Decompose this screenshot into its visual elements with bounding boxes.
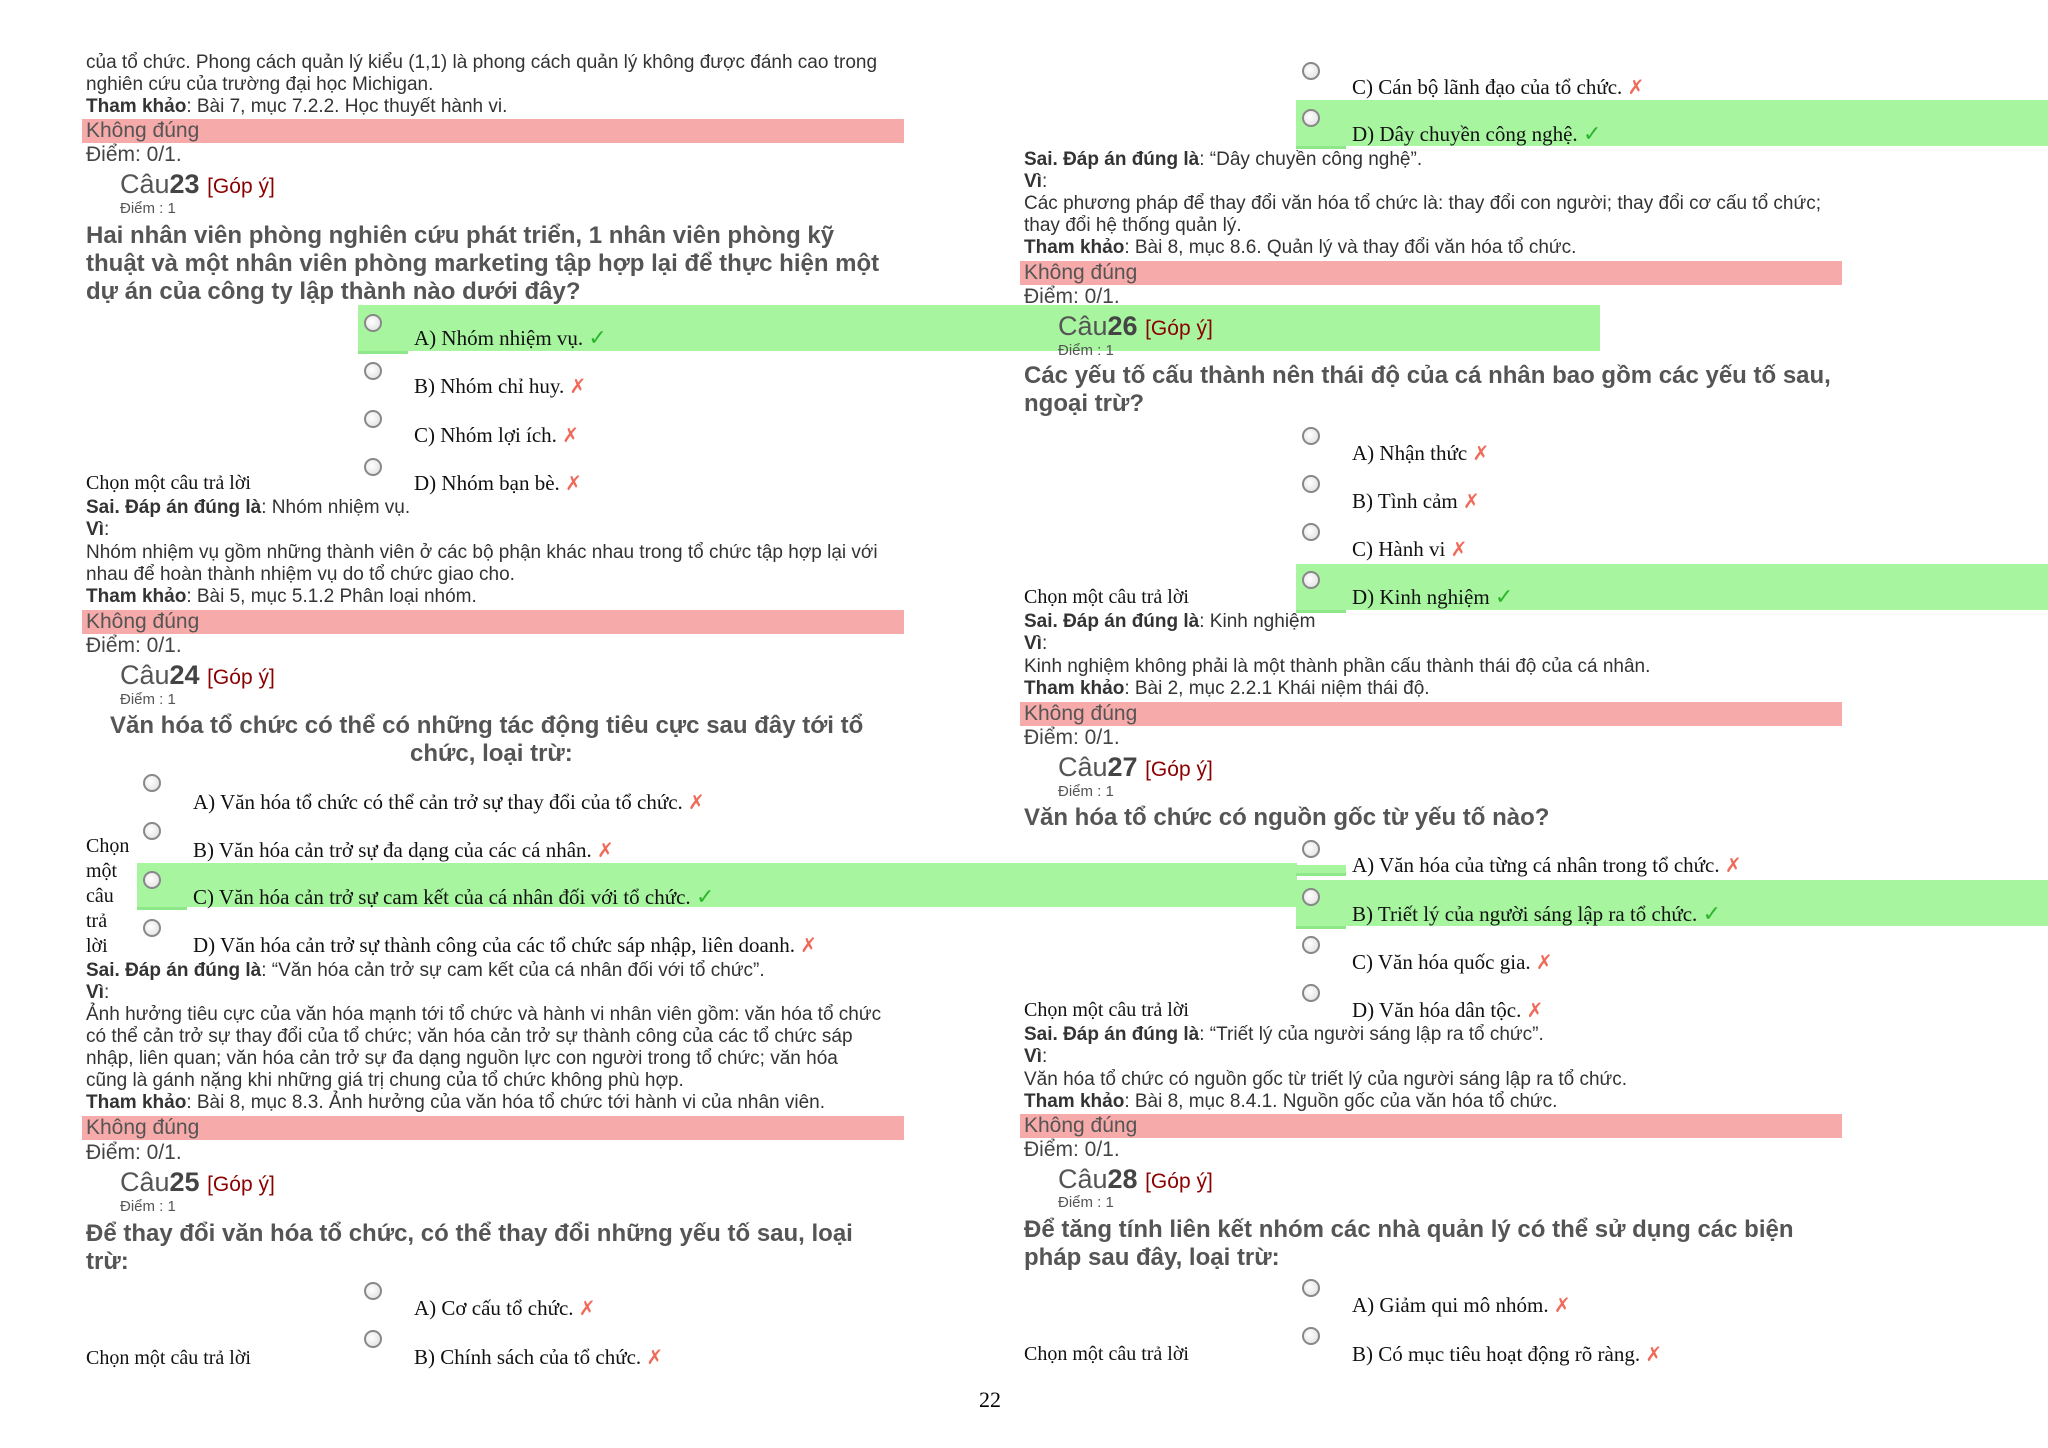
question-number: Câu26 [Góp ý] xyxy=(1058,311,1213,341)
cross-icon: ✗ xyxy=(578,1296,596,1320)
option-b[interactable]: B) Triết lý của người sáng lập ra tổ chức. ✓ xyxy=(1352,902,1721,927)
choose-answer-label: Chọn một câu trả lời xyxy=(86,1347,251,1369)
question-text-line: Để tăng tính liên kết nhóm các nhà quản lý có thể sử dụng các biện xyxy=(1024,1216,1794,1243)
cross-icon: ✗ xyxy=(597,838,614,862)
feedback-link[interactable]: [Góp ý] xyxy=(1145,758,1213,781)
cross-icon: ✗ xyxy=(569,374,587,398)
option-b[interactable]: B) Văn hóa cản trở sự đa dạng của các cá nhân. ✗ xyxy=(193,838,614,862)
status-label: Không đúng xyxy=(1024,702,1138,725)
question-text-line: pháp sau đây, loại trừ: xyxy=(1024,1244,1280,1271)
question-number: Câu27 [Góp ý] xyxy=(1058,752,1213,782)
reference-text: Tham khảo: Bài 8, mục 8.3. Ảnh hưởng của văn hóa tổ chức tới hành vi của nhân viên. xyxy=(86,1092,825,1113)
check-icon: ✓ xyxy=(588,326,607,351)
status-label: Không đúng xyxy=(86,1116,200,1139)
radio-option-c[interactable] xyxy=(1302,62,1320,80)
radio-option-c[interactable] xyxy=(1302,936,1320,954)
reason-label: Vì: xyxy=(86,982,110,1003)
status-label: Không đúng xyxy=(86,610,200,633)
option-d[interactable]: D) Văn hóa cản trở sự thành công của các tổ chức sáp nhập, liên doanh. ✗ xyxy=(193,933,818,957)
score-text: Điểm: 0/1. xyxy=(86,1141,182,1164)
radio-option-a[interactable] xyxy=(143,774,161,792)
reason-label: Vì: xyxy=(1024,633,1048,654)
radio-option-a[interactable] xyxy=(1302,427,1320,445)
option-b[interactable]: B) Chính sách của tổ chức. ✗ xyxy=(414,1345,664,1369)
option-d[interactable]: D) Dây chuyền công nghệ. ✓ xyxy=(1352,122,1602,147)
radio-option-c[interactable] xyxy=(143,871,161,889)
question-points: Điểm : 1 xyxy=(1058,783,1114,800)
option-a[interactable]: A) Giảm qui mô nhóm. ✗ xyxy=(1352,1293,1571,1317)
score-text: Điểm: 0/1. xyxy=(1024,726,1120,749)
question-text-line: chức, loại trừ: xyxy=(410,740,573,767)
score-text: Điểm: 0/1. xyxy=(86,143,182,166)
correct-answer-text: Sai. Đáp án đúng là: “Dây chuyền công nghệ”. xyxy=(1024,149,1423,170)
question-text-line: Văn hóa tổ chức có thể có những tác động tiêu cực sau đây tới tổ xyxy=(110,712,864,739)
radio-option-b[interactable] xyxy=(1302,1327,1320,1345)
cross-icon: ✗ xyxy=(565,471,582,495)
intro-reference: Tham khảo: Bài 7, mục 7.2.2. Học thuyết hành vi. xyxy=(86,96,508,117)
option-b[interactable]: B) Có mục tiêu hoạt động rõ ràng. ✗ xyxy=(1352,1342,1663,1366)
option-c[interactable]: C) Nhóm lợi ích. ✗ xyxy=(414,423,579,447)
question-text-line: dự án của công ty lập thành nào dưới đây? xyxy=(86,278,581,305)
question-points: Điểm : 1 xyxy=(120,200,176,217)
cross-icon: ✗ xyxy=(1463,489,1480,513)
option-d[interactable]: D) Kinh nghiệm ✓ xyxy=(1352,585,1514,610)
question-text-line: Để thay đổi văn hóa tổ chức, có thể thay đổi những yếu tố sau, loại xyxy=(86,1220,853,1247)
choose-word: một xyxy=(86,860,118,882)
cross-icon: ✗ xyxy=(562,423,579,447)
choose-word: lời xyxy=(86,935,108,957)
cross-icon: ✗ xyxy=(646,1345,664,1369)
radio-option-b[interactable] xyxy=(1302,888,1320,906)
status-bar-incorrect xyxy=(1020,1114,1842,1138)
radio-option-a[interactable] xyxy=(364,1282,382,1300)
question-text-line: ngoại trừ? xyxy=(1024,390,1145,417)
intro-line-2: nghiên cứu của trường đại học Michigan. xyxy=(86,74,434,95)
option-a[interactable]: A) Văn hóa tổ chức có thể cản trở sự thay đổi của tổ chức. ✗ xyxy=(193,790,705,814)
radio-option-d[interactable] xyxy=(1302,571,1320,589)
status-bar-incorrect xyxy=(82,119,904,143)
status-bar-incorrect xyxy=(1020,261,1842,285)
option-a[interactable]: A) Nhận thức ✗ xyxy=(1352,441,1490,465)
reason-line: nhau để hoàn thành nhiệm vụ do tổ chức giao cho. xyxy=(86,564,515,585)
question-text-line: thuật và một nhân viên phòng marketing tập hợp lại để thực hiện một xyxy=(86,250,880,277)
radio-option-b[interactable] xyxy=(364,362,382,380)
cross-icon: ✗ xyxy=(1450,537,1468,561)
feedback-link[interactable]: [Góp ý] xyxy=(207,1173,275,1196)
option-d[interactable]: D) Văn hóa dân tộc. ✗ xyxy=(1352,998,1544,1022)
check-icon: ✓ xyxy=(1582,122,1602,147)
choose-word: Chọn xyxy=(86,835,130,857)
question-text-line: Hai nhân viên phòng nghiên cứu phát triển, 1 nhân viên phòng kỹ xyxy=(86,222,835,249)
cross-icon: ✗ xyxy=(688,790,705,814)
option-c[interactable]: C) Văn hóa quốc gia. ✗ xyxy=(1352,950,1553,974)
reason-line: Ảnh hưởng tiêu cực của văn hóa mạnh tới tổ chức và hành vi nhân viên gồm: văn hóa tổ chức xyxy=(86,1004,882,1025)
question-points: Điểm : 1 xyxy=(1058,342,1114,359)
cross-icon: ✗ xyxy=(800,933,818,957)
cross-icon: ✗ xyxy=(1553,1293,1571,1317)
reason-line: Kinh nghiệm không phải là một thành phần cấu thành thái độ của cá nhân. xyxy=(1024,656,1651,677)
reference-text: Tham khảo: Bài 8, mục 8.6. Quản lý và thay đổi văn hóa tổ chức. xyxy=(1024,237,1577,258)
correct-answer-text: Sai. Đáp án đúng là: “Triết lý của người sáng lập ra tổ chức”. xyxy=(1024,1024,1544,1045)
reason-label: Vì: xyxy=(86,519,110,540)
status-label: Không đúng xyxy=(1024,1114,1138,1137)
radio-option-a[interactable] xyxy=(1302,1279,1320,1297)
feedback-link[interactable]: [Góp ý] xyxy=(207,666,275,689)
question-number: Câu25 [Góp ý] xyxy=(120,1167,275,1197)
status-bar-incorrect xyxy=(82,1116,904,1140)
question-points: Điểm : 1 xyxy=(120,691,176,708)
question-text-line: Văn hóa tổ chức có nguồn gốc từ yếu tố nào? xyxy=(1024,804,1550,831)
question-points: Điểm : 1 xyxy=(120,1198,176,1215)
cross-icon: ✗ xyxy=(1535,950,1553,974)
cross-icon: ✗ xyxy=(1627,75,1645,99)
radio-option-d[interactable] xyxy=(364,458,382,476)
radio-option-b[interactable] xyxy=(143,822,161,840)
reason-line: thay đổi hệ thống quản lý. xyxy=(1024,215,1242,236)
option-d[interactable]: D) Nhóm bạn bè. ✗ xyxy=(414,471,582,495)
question-points: Điểm : 1 xyxy=(1058,1194,1114,1211)
radio-option-d[interactable] xyxy=(1302,109,1320,127)
correct-answer-text: Sai. Đáp án đúng là: Nhóm nhiệm vụ. xyxy=(86,497,411,518)
intro-line-1: của tổ chức. Phong cách quản lý kiểu (1,1) là phong cách quản lý không được đánh cao trong xyxy=(86,52,878,73)
reason-label: Vì: xyxy=(1024,1046,1048,1067)
reason-line: Nhóm nhiệm vụ gồm những thành viên ở các bộ phận khác nhau trong tổ chức tập hợp lại với xyxy=(86,542,878,563)
option-b[interactable]: B) Tình cảm ✗ xyxy=(1352,489,1480,513)
choose-word: câu xyxy=(86,885,114,907)
reason-line: Các phương pháp để thay đổi văn hóa tổ chức là: thay đổi con người; thay đổi cơ cấu tổ chức; xyxy=(1024,193,1821,214)
choose-word: trả xyxy=(86,910,108,932)
status-label: Không đúng xyxy=(1024,261,1138,284)
correct-answer-highlight-edge xyxy=(1296,100,1346,149)
radio-option-a[interactable] xyxy=(1302,840,1320,858)
radio-option-d[interactable] xyxy=(143,919,161,937)
cross-icon: ✗ xyxy=(1724,853,1742,877)
option-b[interactable]: B) Nhóm chỉ huy. ✗ xyxy=(414,374,587,398)
correct-answer-highlight-edge xyxy=(1296,880,1346,929)
option-a[interactable]: A) Cơ cấu tổ chức. ✗ xyxy=(414,1296,596,1320)
status-bar-incorrect xyxy=(82,610,904,634)
feedback-link[interactable]: [Góp ý] xyxy=(1145,317,1213,340)
reference-text: Tham khảo: Bài 8, mục 8.4.1. Nguồn gốc của văn hóa tổ chức. xyxy=(1024,1091,1558,1112)
radio-option-b[interactable] xyxy=(1302,475,1320,493)
score-text: Điểm: 0/1. xyxy=(1024,285,1120,308)
status-label: Không đúng xyxy=(86,119,200,142)
check-icon: ✓ xyxy=(1494,585,1514,610)
option-a-underline xyxy=(1296,865,1346,876)
correct-answer-text: Sai. Đáp án đúng là: Kinh nghiệm xyxy=(1024,611,1316,632)
check-icon: ✓ xyxy=(695,885,715,910)
radio-option-d[interactable] xyxy=(1302,984,1320,1002)
reference-text: Tham khảo: Bài 2, mục 2.2.1 Khái niệm thái độ. xyxy=(1024,678,1430,699)
reference-text: Tham khảo: Bài 5, mục 5.1.2 Phân loại nhóm. xyxy=(86,586,477,607)
option-a[interactable]: A) Nhóm nhiệm vụ. ✓ xyxy=(414,326,607,351)
cross-icon: ✗ xyxy=(1472,441,1490,465)
status-bar-incorrect xyxy=(1020,702,1842,726)
option-c[interactable]: C) Văn hóa cản trở sự cam kết của cá nhân đối với tổ chức. ✓ xyxy=(193,885,715,910)
check-icon: ✓ xyxy=(1702,902,1721,927)
question-number: Câu23 [Góp ý] xyxy=(120,169,275,199)
question-text-line: trừ: xyxy=(86,1248,129,1275)
option-c[interactable]: C) Hành vi ✗ xyxy=(1352,537,1468,561)
cross-icon: ✗ xyxy=(1645,1342,1663,1366)
reason-label: Vì: xyxy=(1024,171,1048,192)
score-text: Điểm: 0/1. xyxy=(86,634,182,657)
correct-answer-highlight-edge xyxy=(137,863,187,910)
page-number: 22 xyxy=(979,1387,1001,1412)
radio-option-c[interactable] xyxy=(364,410,382,428)
choose-answer-label: Chọn một câu trả lời xyxy=(1024,999,1189,1021)
choose-answer-label: Chọn một câu trả lời xyxy=(1024,1343,1189,1365)
reason-line: cũng là gánh nặng khi những giá trị chung của tổ chức không phù hợp. xyxy=(86,1070,684,1091)
question-number: Câu28 [Góp ý] xyxy=(1058,1164,1213,1194)
choose-answer-label: Chọn một câu trả lời xyxy=(1024,586,1189,608)
question-text-line: Các yếu tố cấu thành nên thái độ của cá nhân bao gồm các yếu tố sau, xyxy=(1024,362,1831,389)
correct-answer-text: Sai. Đáp án đúng là: “Văn hóa cản trở sự cam kết của cá nhân đối với tổ chức”. xyxy=(86,960,765,981)
option-c[interactable]: C) Cán bộ lãnh đạo của tổ chức. ✗ xyxy=(1352,75,1645,99)
option-a[interactable]: A) Văn hóa của từng cá nhân trong tổ chức. ✗ xyxy=(1352,853,1742,877)
feedback-link[interactable]: [Góp ý] xyxy=(207,175,275,198)
reason-line: nhập, liên quan; văn hóa cản trở sự đa dạng nguồn lực con người trong tổ chức; văn hóa xyxy=(86,1048,838,1069)
correct-answer-highlight-edge xyxy=(358,305,408,354)
correct-answer-highlight-edge xyxy=(1296,564,1346,613)
score-text: Điểm: 0/1. xyxy=(1024,1138,1120,1161)
reason-line: có thể cản trở sự thay đổi của tổ chức; văn hóa cản trở sự thành công của các tổ chức sáp xyxy=(86,1026,853,1047)
question-number: Câu24 [Góp ý] xyxy=(120,660,275,690)
reason-line: Văn hóa tổ chức có nguồn gốc từ triết lý của người sáng lập ra tổ chức. xyxy=(1024,1069,1628,1090)
feedback-link[interactable]: [Góp ý] xyxy=(1145,1170,1213,1193)
radio-option-a[interactable] xyxy=(364,314,382,332)
radio-option-c[interactable] xyxy=(1302,523,1320,541)
radio-option-b[interactable] xyxy=(364,1330,382,1348)
cross-icon: ✗ xyxy=(1526,998,1544,1022)
choose-answer-label: Chọn một câu trả lời xyxy=(86,472,251,494)
